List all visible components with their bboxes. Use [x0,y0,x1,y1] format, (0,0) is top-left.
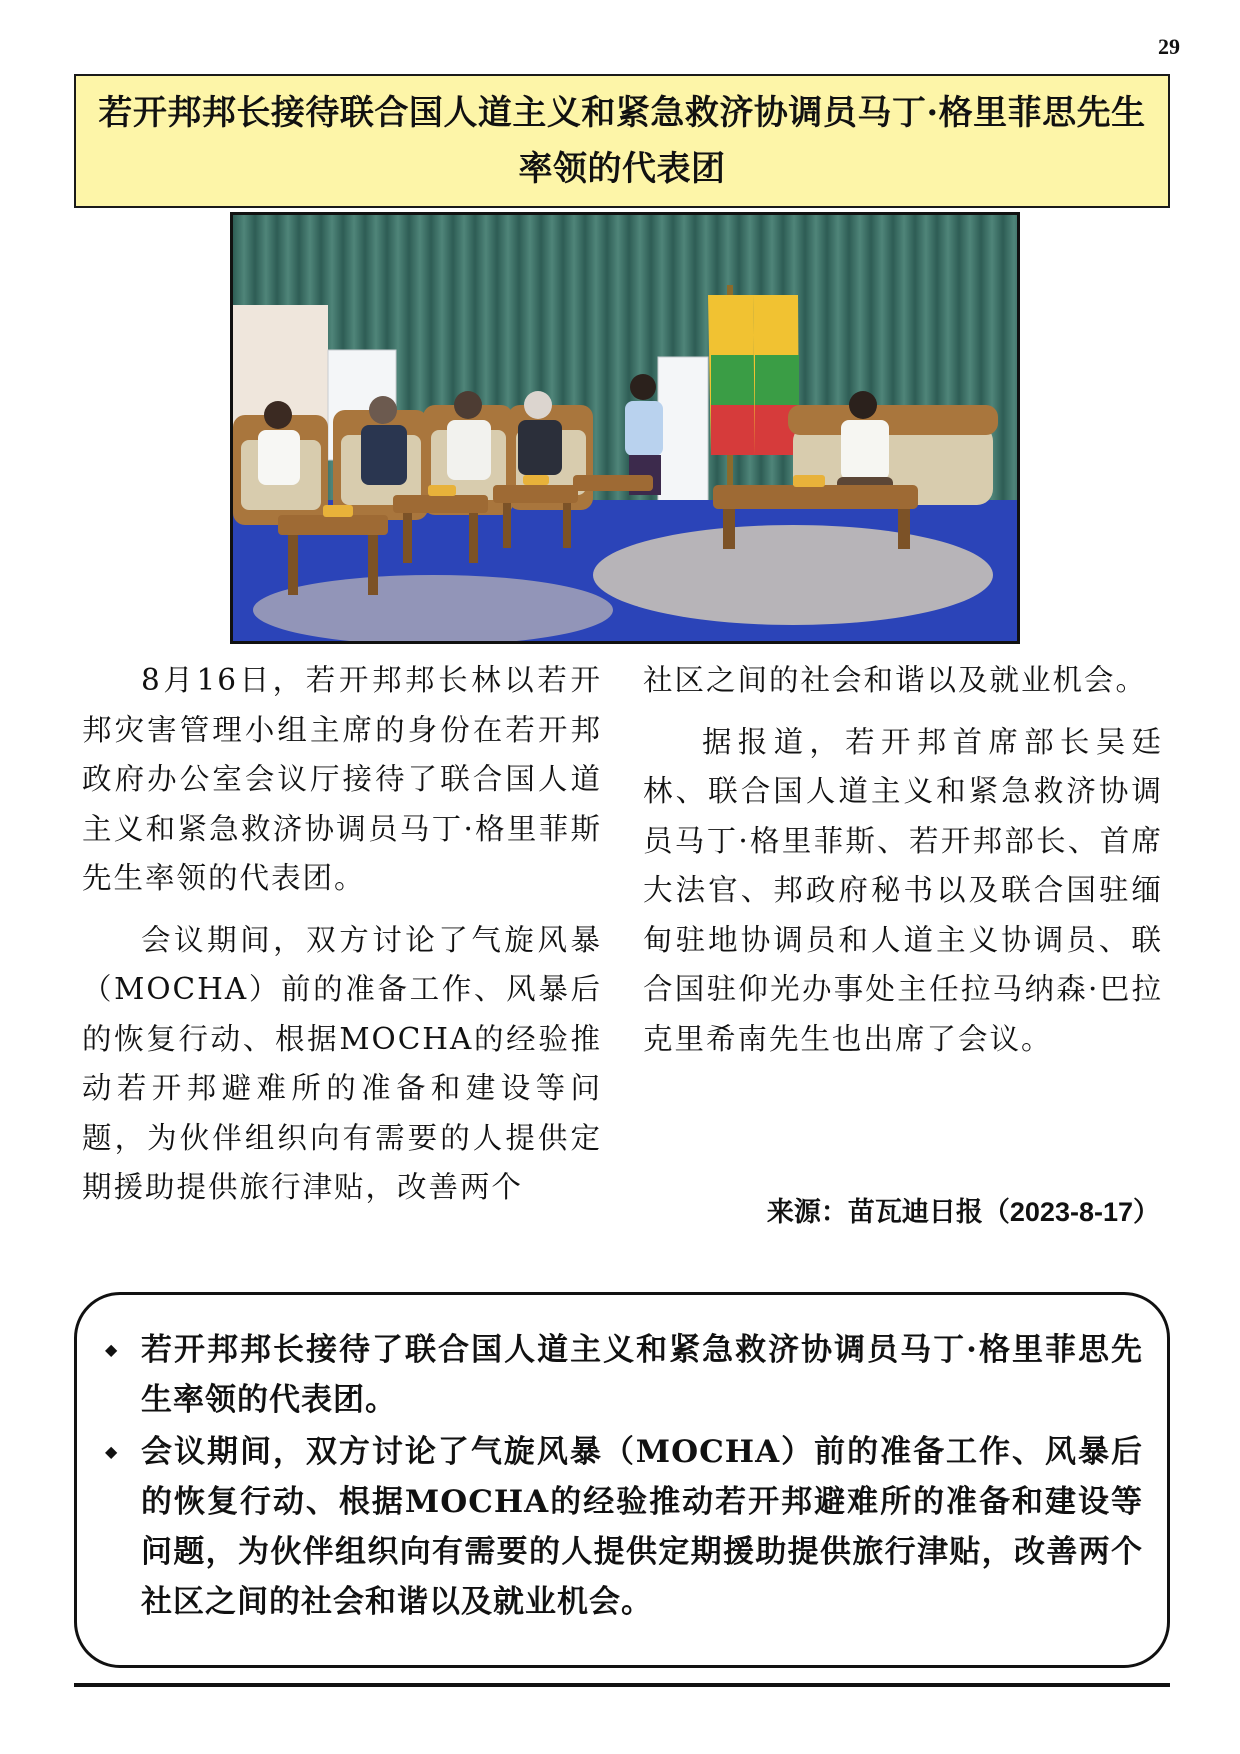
summary-item-text: 若开邦邦长接待了联合国人道主义和紧急救济协调员马丁·格里菲思先生率领的代表团。 [141,1332,1143,1418]
article-paragraph: 8月16日，若开邦邦长林以若开邦灾害管理小组主席的身份在若开邦政府办公室会议厅接待了联合国人道主义和紧急救济协调员马丁·格里菲斯先生率领的代表团。 [82,663,602,895]
article-paragraph: 社区之间的社会和谐以及就业机会。 [643,663,1148,697]
article-paragraph: 据报道，若开邦首席部长吴廷林、联合国人道主义和紧急救济协调员马丁·格里菲斯、若开邦部长、首席大法官、邦政府秘书以及联合国驻缅甸驻地协调员和人道主义协调员、联合国驻仰光办事处主任拉马纳森·巴拉克里希南先生也出席了会议。 [643,724,1163,1056]
article-right-column [643,656,1163,1076]
article-paragraph: 会议期间，双方讨论了气旋风暴（MOCHA）前的准备工作、风暴后的恢复行动、根据MOCHA的经验推动若开邦避难所的准备和建设等问题，为伙伴组织向有需要的人提供定期援助提供旅行津贴，改善两个 [82,922,602,1204]
summary-box [74,1292,1170,1668]
meeting-photo [230,212,1020,644]
summary-item [101,1427,1143,1627]
footer-rule [74,1683,1170,1687]
article-left-column [82,656,602,1225]
summary-item-text: 会议期间，双方讨论了气旋风暴（MOCHA）前的准备工作、风暴后的恢复行动、根据MOCHA的经验推动若开邦避难所的准备和建设等问题，为伙伴组织向有需要的人提供定期援助提供旅行津贴，改善两个社区之间的社会和谐以及就业机会。 [141,1434,1143,1620]
diamond-bullet-icon: ◆ [105,1340,118,1359]
article-source: 来源：苗瓦迪日报（2023-8-17） [766,1197,1160,1227]
summary-item [101,1325,1143,1425]
page-number: 29 [1158,34,1180,59]
diamond-bullet-icon: ◆ [105,1442,118,1461]
article-title: 若开邦邦长接待联合国人道主义和紧急救济协调员马丁·格里菲思先生率领的代表团 [98,93,1146,189]
meeting-photo-illustration [233,215,1017,641]
article-title-box [74,74,1170,208]
